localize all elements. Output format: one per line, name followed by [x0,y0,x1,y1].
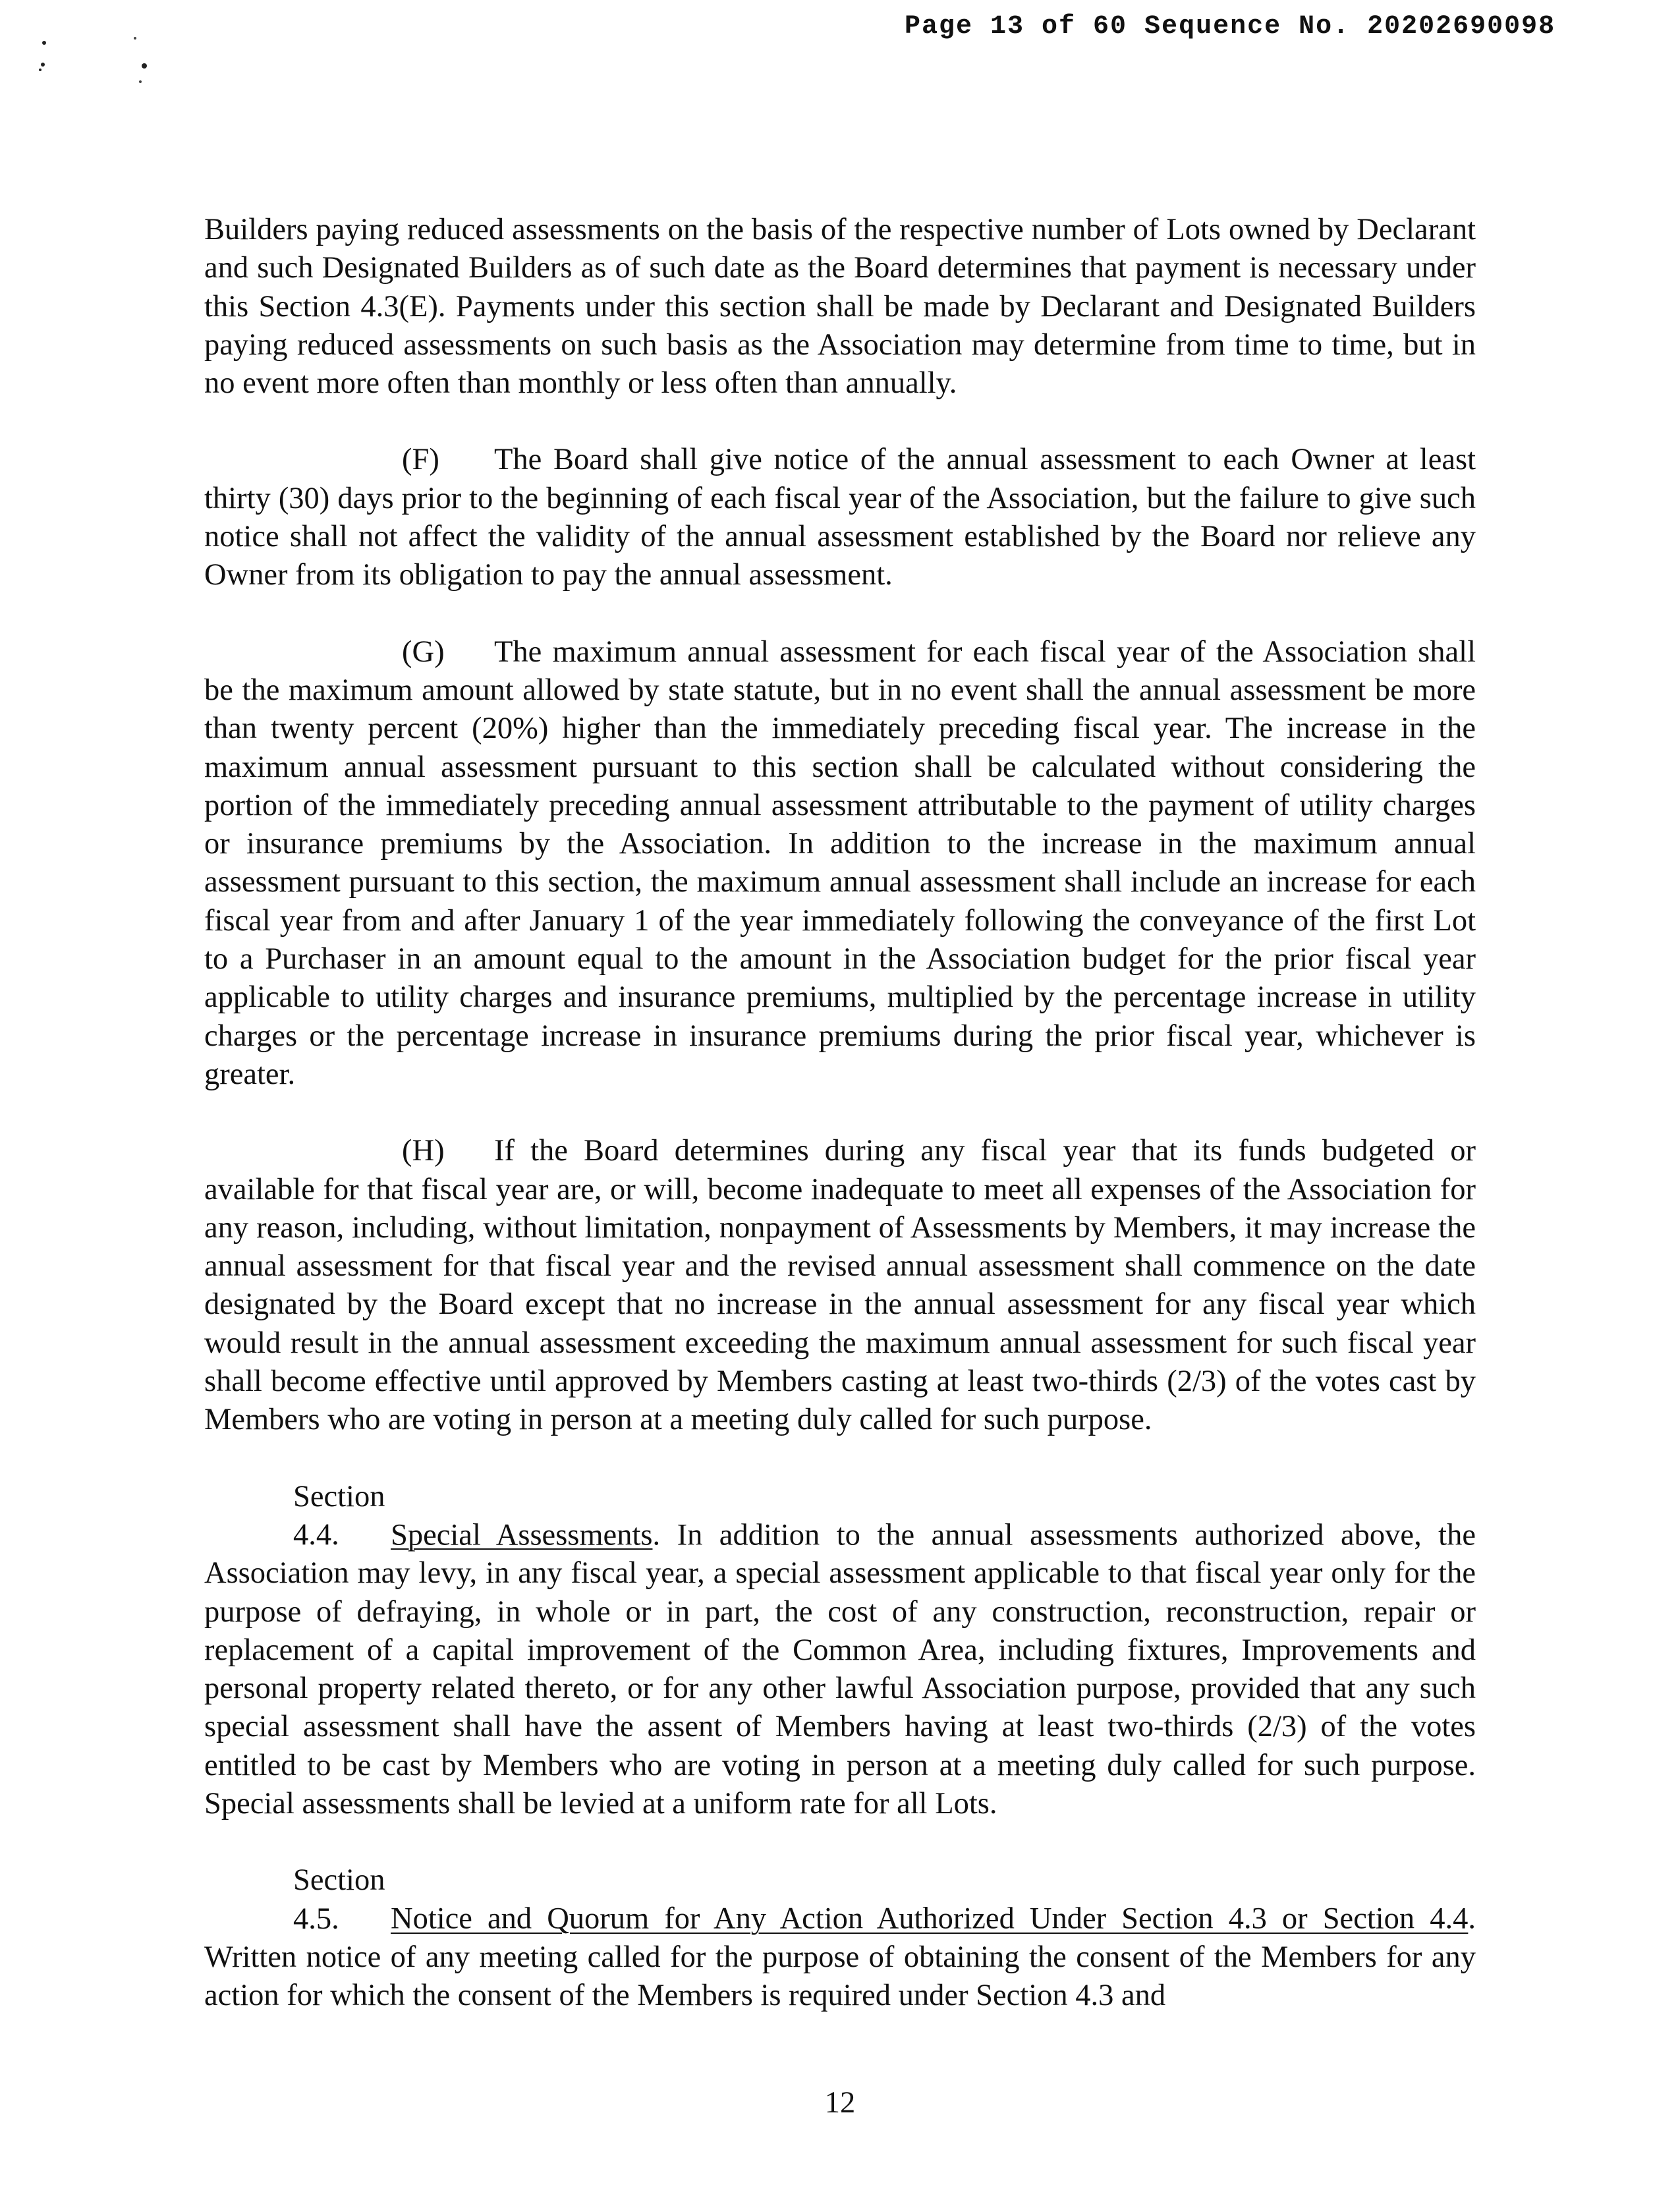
subsection-g-text: The maximum annual assessment for each fiscal year of the Association shall be the maximum amount allowed by state statute, but in no event shall the annual assessment be more than twenty percent (20%) higher than the immediately preceding fiscal year. The increase in the maximum annual assessment pursuant to this section shall be calculated without considering the portion of the immediately preceding annual assessment attributable to the payment of utility charges or insurance premiums by the Association. In addition to the increase in the maximum annual assessment pursuant to this section, the maximum annual assessment shall include an increase for each fiscal year from and after January 1 of the year immediately following the conveyance of the first Lot to a Purchaser in an amount equal to the amount in the Association budget for the prior fiscal year applicable to utility charges and insurance premiums, multiplied by the percentage increase in utility charges or the percentage increase in insurance premiums during the prior fiscal year, whichever is greater. [204,635,1476,1091]
section-4-5-number: Section 4.5. [293,1863,385,1936]
continuation-paragraph [204,211,1476,403]
subsection-f-text: The Board shall give notice of the annual assessment to each Owner at least thirty (30) days prior to the beginning of each fiscal year of the Association, but the failure to give such notice shall not affect the validity of the annual assessment established by the Board nor relieve any Owner from its obligation to pay the annual assessment. [204,443,1476,592]
page-number: 12 [824,2086,856,2120]
section-4-4-text: . In addition to the annual assessments authorized above, the Association may levy, in any fiscal year, a special assessment applicable to that fiscal year only for the purpose of defraying, in whole or in part, the cost of any construction, reconstruction, repair or replacement of a capital improvement of the Common Area, including fixtures, Improvements and personal property related thereto, or for any other lawful Association purpose, provided that any such special assessment shall have the assent of Members having at least two-thirds (2/3) of the votes entitled to be cast by Members who are voting in person at a meeting duly called for such purpose. Special assessments shall be levied at a uniform rate for all Lots. [204,1517,1476,1821]
continuation-text: Builders paying reduced assessments on the basis of the respective number of Lots owned by Declarant and such Designated Builders as of such date as the Board determines that payment is necessary under this Section 4.3(E). Payments under this section shall be made by Declarant and Designated Builders paying reduced assessments on such basis as the Association may determine from time to time, but in no event more often than monthly or less often than annually. [204,213,1476,401]
subsection-f-paragraph [204,441,1476,594]
section-4-5-title: Notice and Quorum for Any Action Authorized Under Section 4.3 or Section 4.4 [391,1902,1469,1936]
subsection-f-marker: (F) [402,443,439,477]
subsection-g-paragraph [204,633,1476,1094]
subsection-h-marker: (H) [402,1134,445,1168]
subsection-h-paragraph [204,1132,1476,1439]
section-4-5-text: . Written notice of any meeting called for the purpose of obtaining the consent of the Members for any action for which the consent of the Members is required under Section 4.3 and [204,1902,1476,2013]
section-4-5-paragraph [204,1861,1476,2015]
subsection-h-text: If the Board determines during any fiscal year that its funds budgeted or available for that fiscal year are, or will, become inadequate to meet all expenses of the Association for any reason, including, without limitation, nonpayment of Assessments by Members, it may increase the annual assessment for that fiscal year and the revised annual assessment shall commence on the date designated by the Board except that no increase in the annual assessment for any fiscal year which would result in the annual assessment exceeding the maximum annual assessment for such fiscal year shall become effective until approved by Members casting at least two-thirds (2/3) of the votes cast by Members who are voting in person at a meeting duly called for such purpose. [204,1134,1476,1437]
section-4-4-title: Special Assessments [391,1517,653,1552]
subsection-g-marker: (G) [402,635,445,669]
section-4-4-number: Section 4.4. [293,1479,385,1552]
scan-specks-decoration [36,13,168,99]
document-body [204,211,1476,2053]
page-sequence-header: Page 13 of 60 Sequence No. 20202690098 [905,12,1556,42]
section-4-4-paragraph [204,1478,1476,1824]
